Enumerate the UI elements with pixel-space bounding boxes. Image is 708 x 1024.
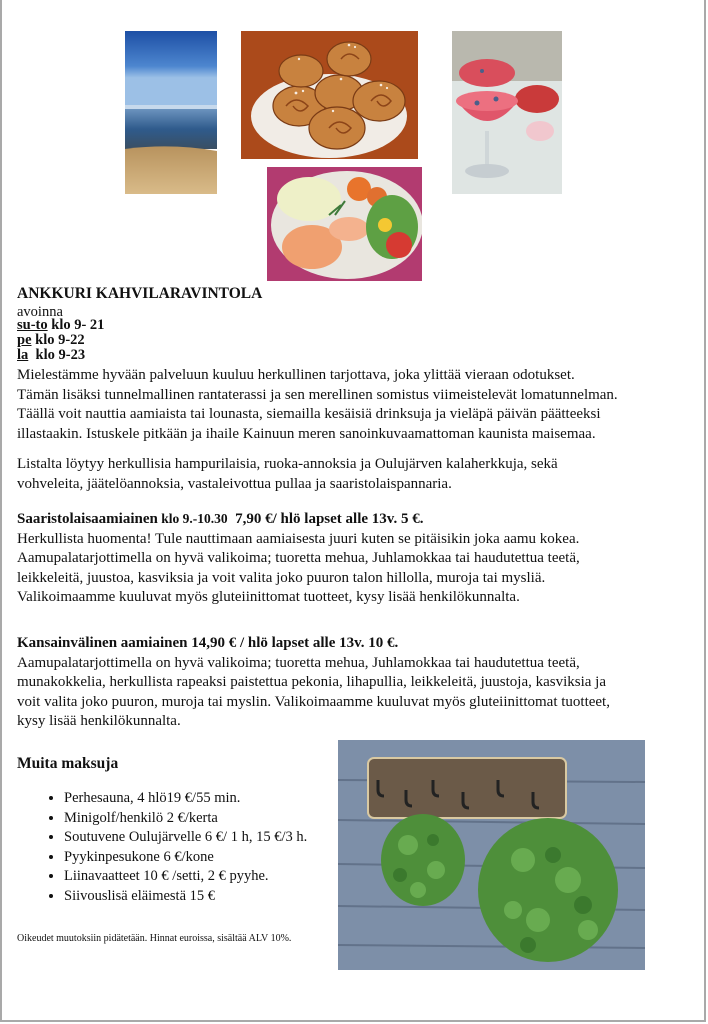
archipelago-breakfast-section xyxy=(17,509,657,608)
fees-list xyxy=(42,789,307,907)
international-breakfast-section xyxy=(17,634,657,732)
open-label: avoinna xyxy=(17,304,63,320)
hours-time: klo 9- 21 xyxy=(47,317,105,333)
fee-item: • Pyykinpesukone 6 €/kone xyxy=(64,848,307,868)
fees-heading: Muita maksuja xyxy=(17,755,119,772)
intro-line: Täällä voit nauttia aamiaista tai lounasta, siemailla kesäisiä drinksuja ja vieläpä päivän päätteeksi xyxy=(17,406,601,423)
hours-days: su-to xyxy=(17,317,48,333)
archipelago-breakfast-heading xyxy=(17,509,657,530)
hours-time: klo 9-22 xyxy=(31,332,85,348)
opening-hours xyxy=(17,318,657,363)
breakfast-line: leikkeleitä, juustoa, kasviksia ja voit valita joko puuron talon hillolla, muroja tai mysliä. xyxy=(17,569,546,586)
restaurant-title: ANKKURI KAHVILARAVINTOLA xyxy=(17,285,263,302)
fee-item: • Minigolf/henkilö 2 €/kerta xyxy=(64,809,307,829)
breakfast-time: klo 9.-10.30 xyxy=(157,511,228,526)
footnote: Oikeudet muutoksiin pidätetään. Hinnat euroissa, sisältää ALV 10%. xyxy=(17,933,292,944)
intro-line: illastaakin. Istuskele pitkään ja ihaile Kainuun meren sanoinkuvaamattoman kaunista maisemaa. xyxy=(17,425,596,442)
fish-plate-photo xyxy=(267,167,422,281)
breakfast-line: munakokkelia, herkullista rapeaksi paistettua pekonia, lihapullia, leikkeleitä, juustoja, kasviksia ja xyxy=(17,674,606,691)
breakfast-name: Saaristolaisaamiainen xyxy=(17,511,158,527)
breakfast-line: kysy lisää henkilökunnalta. xyxy=(17,713,181,730)
hours-time: klo 9-23 xyxy=(28,347,86,363)
fee-item: • Soutuvene Oulujärvelle 6 €/ 1 h, 15 €/3 h. xyxy=(64,828,307,848)
strawberry-drinks-photo xyxy=(452,31,562,194)
fee-item: • Liinavaatteet 10 € /setti, 2 € pyyhe. xyxy=(64,867,307,887)
hours-days: la xyxy=(17,347,29,363)
beach-photo xyxy=(125,31,217,194)
breakfast-line: Herkullista huomenta! Tule nauttimaan aamiaisesta juuri kuten se pitäisikin joka aamu kokea. xyxy=(17,530,580,547)
menu-paragraph xyxy=(17,455,657,494)
intro-line: Mielestämme hyvään palveluun kuuluu herkullinen tarjottava, joka ylittää vieraan odotukset. xyxy=(17,367,575,383)
breakfast-line: voit valita joko puuron, muroja tai myslin. Valikoimaamme kuuluvat myös gluteiinittomat tuotteet, xyxy=(17,693,610,710)
breakfast-line: Aamupalatarjottimella on hyvä valikoima; tuoretta mehua, Juhlamokkaa tai haudutettua teetä, xyxy=(17,550,580,567)
breakfast-line: Aamupalatarjottimella on hyvä valikoima; tuoretta mehua, Juhlamokkaa tai haudutettua teetä, xyxy=(17,654,580,671)
fee-item: • Siivouslisä eläimestä 15 € xyxy=(64,887,307,907)
fee-item: • Perhesauna, 4 hlö19 €/55 min. xyxy=(64,789,307,809)
intro-line: Tämän lisäksi tunnelmallinen rantaterassi ja sen merellinen somistus viimeistelevät lomatunnelman. xyxy=(17,386,618,403)
hours-row xyxy=(17,348,657,363)
hours-days: pe xyxy=(17,332,32,348)
hours-row xyxy=(17,333,657,348)
sauna-whisks-photo xyxy=(338,740,645,970)
menu-line: Listalta löytyy herkullisia hampurilaisia, ruoka-annoksia ja Oulujärven kalaherkkuja, sekä xyxy=(17,456,558,472)
breakfast-line: Valikoimaamme kuuluvat myös gluteiinittomat tuotteet, kysy lisää henkilökunnalta. xyxy=(17,589,520,606)
menu-line: vohveleita, jäätelöannoksia, vastaleivottua pullaa ja saaristolaispannaria. xyxy=(17,475,452,492)
intro-paragraph xyxy=(17,366,657,444)
hours-row xyxy=(17,318,657,333)
international-breakfast-heading: Kansainvälinen aamiainen 14,90 € / hlö lapset alle 13v. 10 €. xyxy=(17,635,399,651)
breakfast-price: 7,90 €/ hlö lapset alle 13v. 5 €. xyxy=(227,511,424,527)
cinnamon-buns-photo xyxy=(241,31,418,159)
